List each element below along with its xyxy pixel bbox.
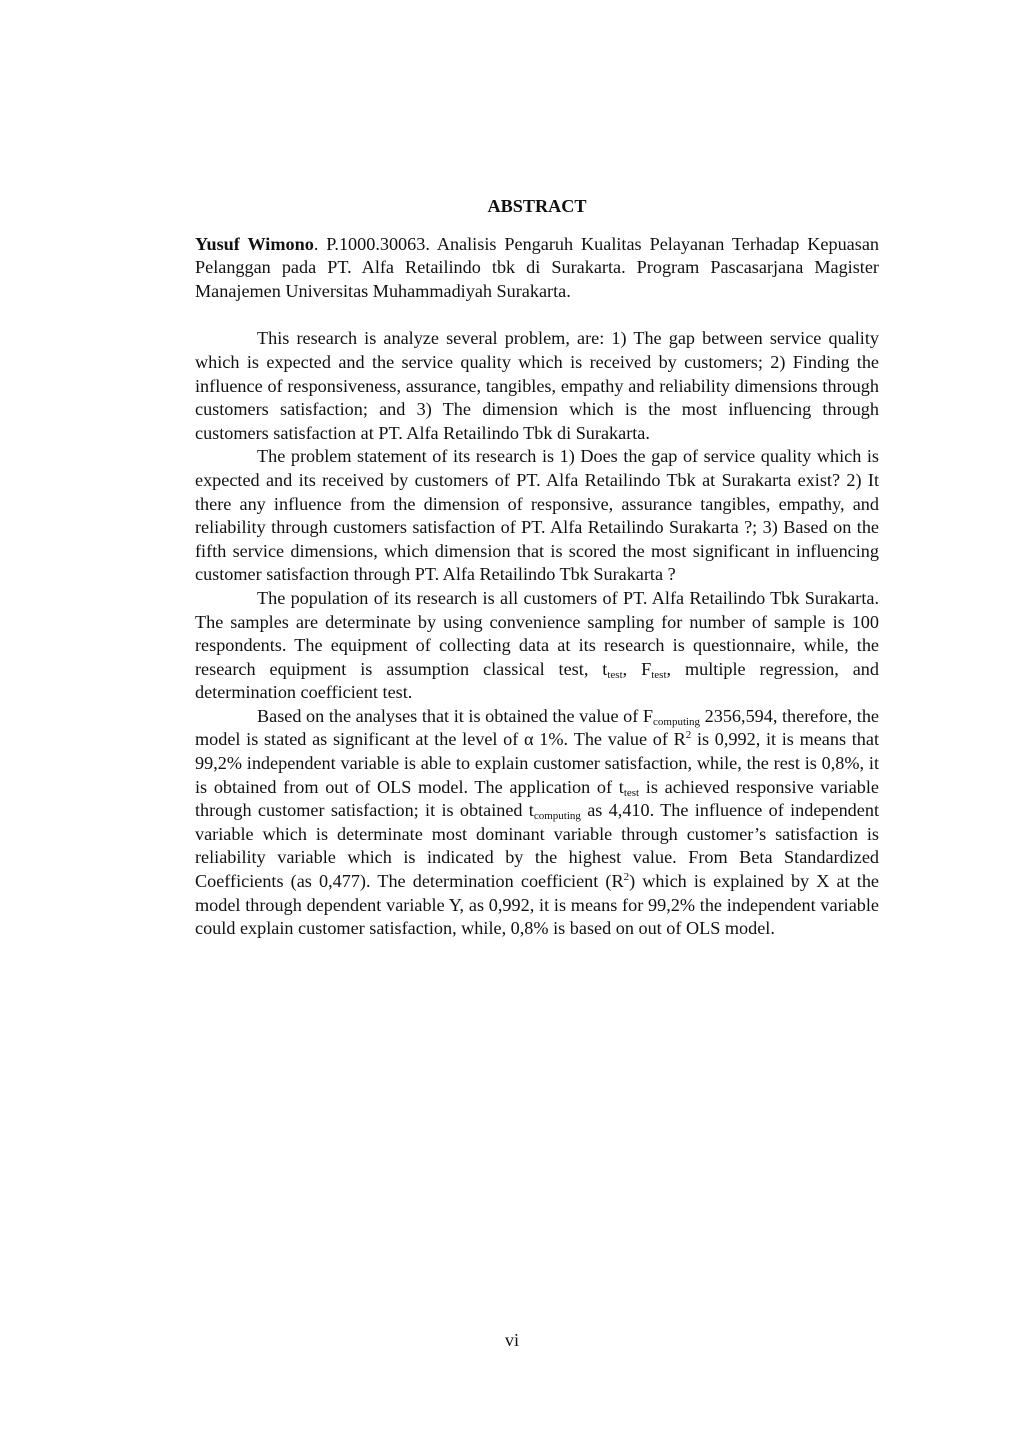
paragraph-2: The problem statement of its research is 1) Does the gap of service quality which is expected and its received by customers of PT. Alfa Retailindo Tbk at Surakarta exist? 2) It there any influence from the dimension of responsive, assurance tangibles, empathy, and reliability through customers satisfaction of PT. Alfa Retailindo Surakarta ?; 3) Based on the fifth service dimensions, which dimension that is scored the most significant in influencing customer satisfaction through PT. Alfa Retailindo Tbk Surakarta ? — [195, 446, 879, 585]
p4-text-e: as 4,410. The influence of independent variable which is determinate most dominant variable through customer’s satisfaction is reliability variable which is indicated by the highest value. From Beta Standardized Coefficients (as 0,477). The determination coefficient (R — [195, 800, 879, 892]
paragraph-1: This research is analyze several problem, are: 1) The gap between service quality which is expected and the service quality which is received by customers; 2) Finding the influence of responsiveness, assurance, tangibles, empathy and reliability dimensions through customers satisfaction; and 3) The dimension which is the most influencing through customers satisfaction at PT. Alfa Retailindo Tbk di Surakarta. — [195, 328, 879, 443]
p4-sup-squared-1: 2 — [685, 729, 692, 742]
page-number: vi — [504, 1330, 520, 1350]
p4-sub-test: test — [623, 786, 640, 799]
abstract-title: ABSTRACT — [487, 196, 587, 216]
citation-details: . P.1000.30063. Analisis Pengaruh Kualitas Pelayanan Terhadap Kepuasan Pelanggan pada PT. Alfa Retailindo tbk di Surakarta. Program Pascasarjana Magister Manajemen Universitas Muhammadiyah Surakarta. — [195, 233, 879, 301]
paragraph-4 — [195, 705, 879, 941]
p3-text-a: The population of its research is all customers of PT. Alfa Retailindo Tbk Surakarta. The samples are determinate by using convenience sampling for number of sample is 100 respondents. The equipment of collecting data at its research is questionnaire, while, the research equipment is assumption classical test, t — [195, 587, 879, 679]
p3-sub-test-1: test — [607, 668, 623, 681]
paragraph-3 — [195, 587, 879, 705]
p4-text-f: ) which is explained by X at the model through dependent variable Y, as 0,992, it is means for 99,2% the independent variable could explain customer satisfaction, while, 0,8% is based on out of OLS model. — [195, 871, 879, 939]
citation-author: Yusuf Wimono — [195, 233, 314, 254]
p4-text-d: is achieved responsive variable through customer satisfaction; it is obtained t — [195, 776, 879, 821]
p3-sub-test-2: test — [651, 668, 667, 681]
p3-text-b: , F — [622, 658, 652, 679]
p4-text-a: Based on the analyses that it is obtained the value of F — [257, 705, 653, 726]
p4-sup-squared-2: 2 — [623, 871, 630, 884]
p4-sub-computing-1: computing — [653, 715, 701, 728]
p4-sub-computing-2: computing — [533, 810, 581, 823]
p4-text-b: 2356,594, therefore, the model is stated as significant at the level of α 1%. The value of R — [195, 705, 879, 750]
p4-text-c: is 0,992, it is means that 99,2% independent variable is able to explain customer satisfaction, while, the rest is 0,8%, it is obtained from out of OLS model. The application of t — [195, 729, 880, 797]
p3-text-c: , multiple regression, and determination coefficient test. — [195, 658, 879, 703]
citation — [195, 233, 879, 304]
abstract-page — [195, 195, 879, 941]
